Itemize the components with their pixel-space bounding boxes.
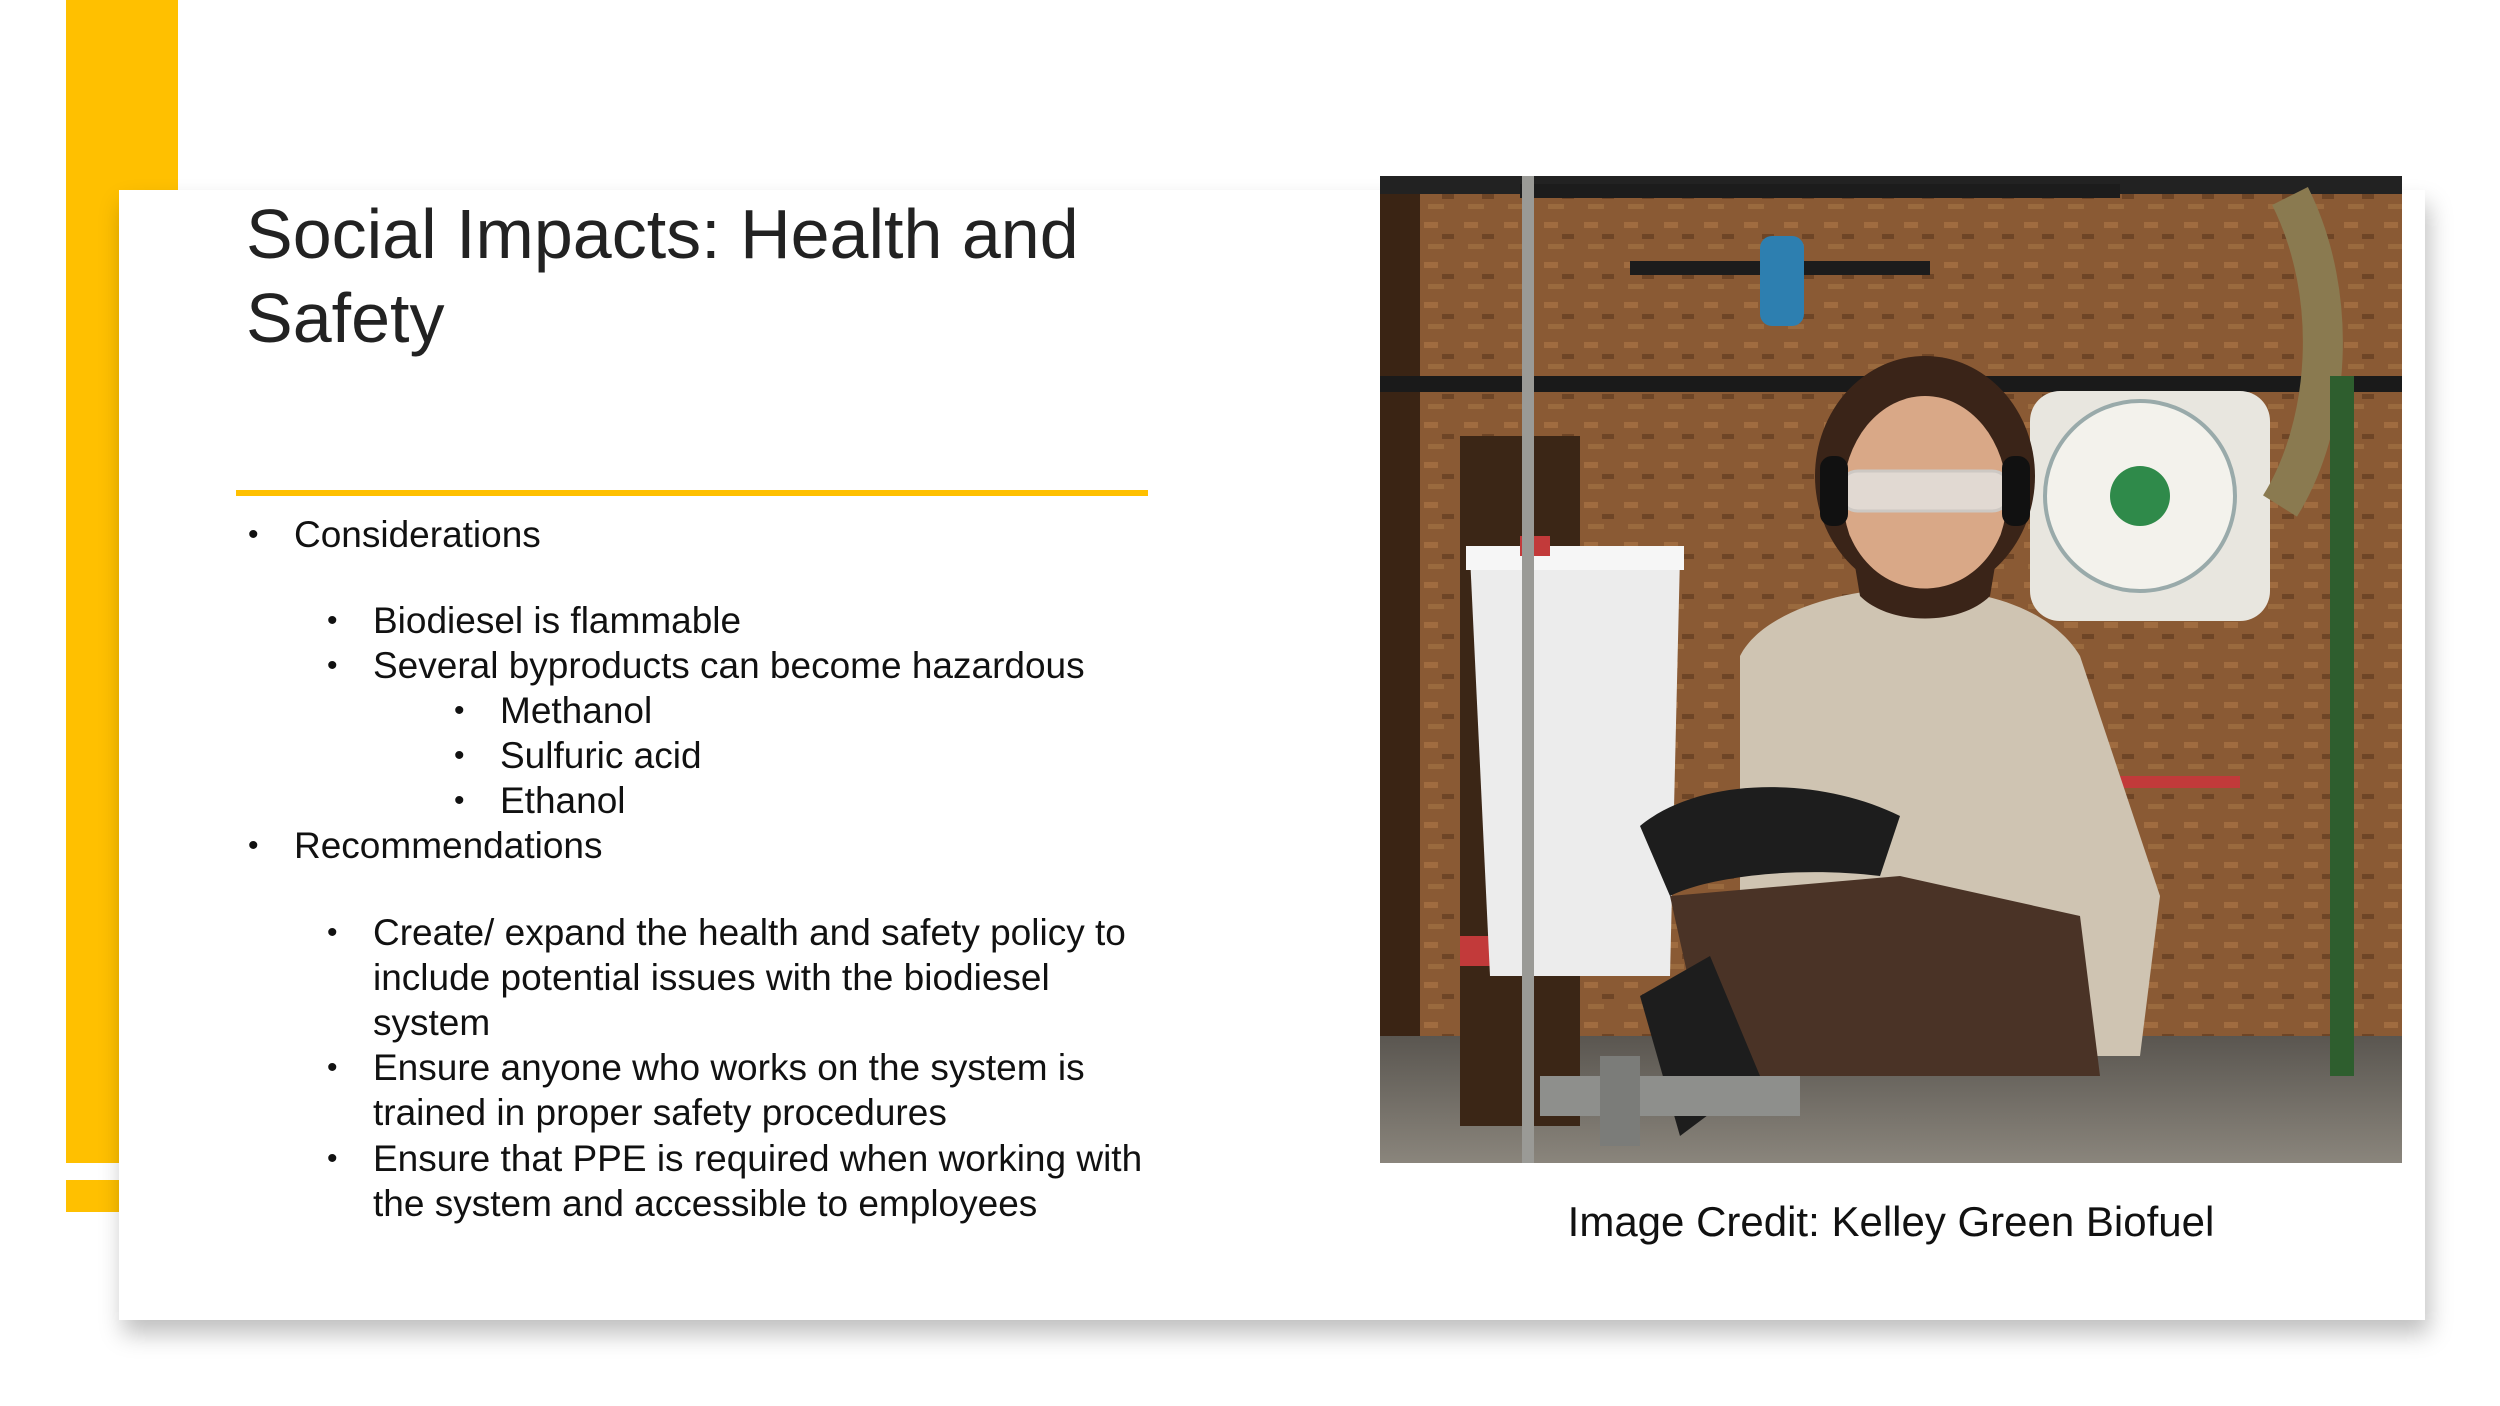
bullet-glyph: •	[248, 829, 259, 862]
bullet-glyph: •	[327, 604, 338, 637]
photo-illustration	[1380, 176, 2402, 1163]
bullet-glyph: •	[327, 1142, 338, 1175]
list-item	[327, 1136, 1203, 1226]
bullet-text: Several byproducts can become hazardous	[373, 645, 1085, 686]
bullet-text: Methanol	[500, 690, 653, 731]
image-caption: Image Credit: Kelley Green Biofuel	[1567, 1198, 2215, 1245]
list-item	[327, 910, 1173, 1045]
list-item	[454, 778, 626, 823]
list-item	[454, 688, 653, 733]
bullet-text: Considerations	[294, 514, 541, 555]
list-item	[248, 512, 541, 557]
bullet-text: Recommendations	[294, 825, 603, 866]
bullet-text: Ethanol	[500, 780, 626, 821]
bullet-glyph: •	[454, 739, 465, 772]
list-item	[327, 1045, 1173, 1135]
bullet-glyph: •	[327, 916, 338, 949]
bullet-glyph: •	[248, 518, 259, 551]
list-item	[327, 598, 742, 643]
bullet-text: Ensure that PPE is required when working with the system and accessible to employees	[373, 1138, 1143, 1224]
bullet-text: Sulfuric acid	[500, 735, 702, 776]
bullet-glyph: •	[327, 649, 338, 682]
list-item	[327, 643, 1085, 688]
bullet-glyph: •	[327, 1051, 338, 1084]
slide-title: Social Impacts: Health and Safety	[246, 195, 1079, 357]
bullet-text: Ensure anyone who works on the system is trained in proper safety procedures	[373, 1047, 1085, 1133]
list-item	[454, 733, 702, 778]
biofuel-worker-photo	[1380, 176, 2402, 1163]
bullet-glyph: •	[454, 784, 465, 817]
bullet-text: Biodiesel is flammable	[373, 600, 742, 641]
bullet-text: Create/ expand the health and safety policy to include potential issues with the biodiesel system	[373, 912, 1126, 1043]
list-item	[248, 823, 603, 868]
bullet-glyph: •	[454, 694, 465, 727]
